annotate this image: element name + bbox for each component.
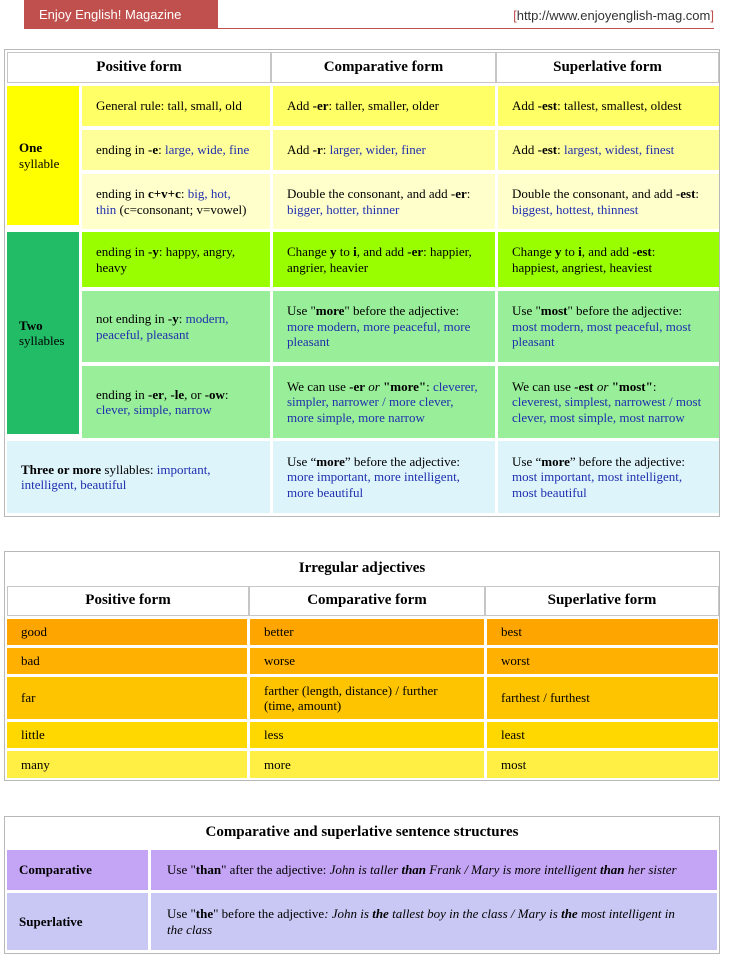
r1-positive: General rule: tall, small, old (82, 86, 270, 126)
irr-good-comparative: better (250, 619, 484, 645)
r7-superlative: Use “more” before the adjective: most important, most intelligent, most beautiful (498, 441, 719, 513)
irr-good-superlative: best (487, 619, 718, 645)
r7-positive: Three or more syllables: important, intelligent, beautiful (7, 441, 270, 513)
irr-many-superlative: most (487, 751, 718, 778)
r4-superlative: Change y to i, and add -est: happiest, angriest, heaviest (498, 232, 719, 287)
irr-many-positive: many (7, 751, 247, 778)
irr-little-positive: little (7, 722, 247, 748)
two-syllables-label: Two syllables (7, 232, 79, 434)
sentence-structures-table (4, 816, 720, 954)
superlative-structure: Use "the" before the adjective: John is the tallest boy in the class / Mary is the most intelligent in the class (151, 893, 717, 950)
regular-adjectives-table (4, 49, 720, 517)
r5-comparative: Use "more" before the adjective: more modern, more peaceful, more pleasant (273, 291, 495, 362)
url-text[interactable]: http://www.enjoyenglish-mag.com (516, 8, 711, 23)
r4-comparative: Change y to i, and add -er: happier, angrier, heavier (273, 232, 495, 287)
r2-positive: ending in -e: large, wide, fine (82, 130, 270, 170)
structures-title: Comparative and superlative sentence structures (205, 824, 519, 841)
r1-comparative: Add -er: taller, smaller, older (273, 86, 495, 126)
irr-header-superlative: Superlative form (485, 586, 719, 616)
irr-good-positive: good (7, 619, 247, 645)
comparative-structure: Use "than" after the adjective: John is taller than Frank / Mary is more intelligent than her sister (151, 850, 717, 890)
header-positive: Positive form (7, 52, 271, 83)
r7-comparative: Use “more” before the adjective: more important, more intelligent, more beautiful (273, 441, 495, 513)
r5-superlative: Use "most" before the adjective: most modern, most peaceful, most pleasant (498, 291, 719, 362)
r2-superlative: Add -est: largest, widest, finest (498, 130, 719, 170)
magazine-title: Enjoy English! Magazine (24, 0, 218, 29)
irr-header-positive: Positive form (7, 586, 249, 616)
r2-comparative: Add -r: larger, wider, finer (273, 130, 495, 170)
r3-superlative: Double the consonant, and add -est: biggest, hottest, thinnest (498, 174, 719, 229)
r6-comparative: We can use -er or "more": cleverer, simpler, narrower / more clever, more simple, more narrow (273, 366, 495, 438)
one-syllable-label: One syllable (7, 86, 79, 225)
r6-positive: ending in -er, -le, or -ow: clever, simple, narrow (82, 366, 270, 438)
r3-comparative: Double the consonant, and add -er: bigger, hotter, thinner (273, 174, 495, 229)
irr-little-comparative: less (250, 722, 484, 748)
irr-header-comparative: Comparative form (249, 586, 485, 616)
irr-little-superlative: least (487, 722, 718, 748)
r6-superlative: We can use -est or "most": cleverest, simplest, narrowest / most clever, most simple, most narrow (498, 366, 719, 438)
magazine-url[interactable]: [http://www.enjoyenglish-mag.com] (513, 8, 714, 23)
irr-far-positive: far (7, 677, 247, 719)
irr-far-comparative: farther (length, distance) / further (time, amount) (250, 677, 484, 719)
header-comparative: Comparative form (271, 52, 496, 83)
irr-many-comparative: more (250, 751, 484, 778)
irregular-adjectives-table (4, 551, 720, 781)
header-rule (218, 28, 714, 29)
r1-superlative: Add -est: tallest, smallest, oldest (498, 86, 719, 126)
irregular-title: Irregular adjectives (298, 560, 426, 577)
r5-positive: not ending in -y: modern, peaceful, pleasant (82, 291, 270, 362)
irr-bad-superlative: worst (487, 648, 718, 674)
comparative-label: Comparative (7, 850, 148, 890)
irr-bad-positive: bad (7, 648, 247, 674)
superlative-label: Superlative (7, 893, 148, 950)
irr-far-superlative: farthest / furthest (487, 677, 718, 719)
header-superlative: Superlative form (496, 52, 719, 83)
r4-positive: ending in -y: happy, angry, heavy (82, 232, 270, 287)
irr-bad-comparative: worse (250, 648, 484, 674)
r3-positive: ending in c+v+c: big, hot, thin (c=consonant; v=vowel) (82, 174, 270, 229)
